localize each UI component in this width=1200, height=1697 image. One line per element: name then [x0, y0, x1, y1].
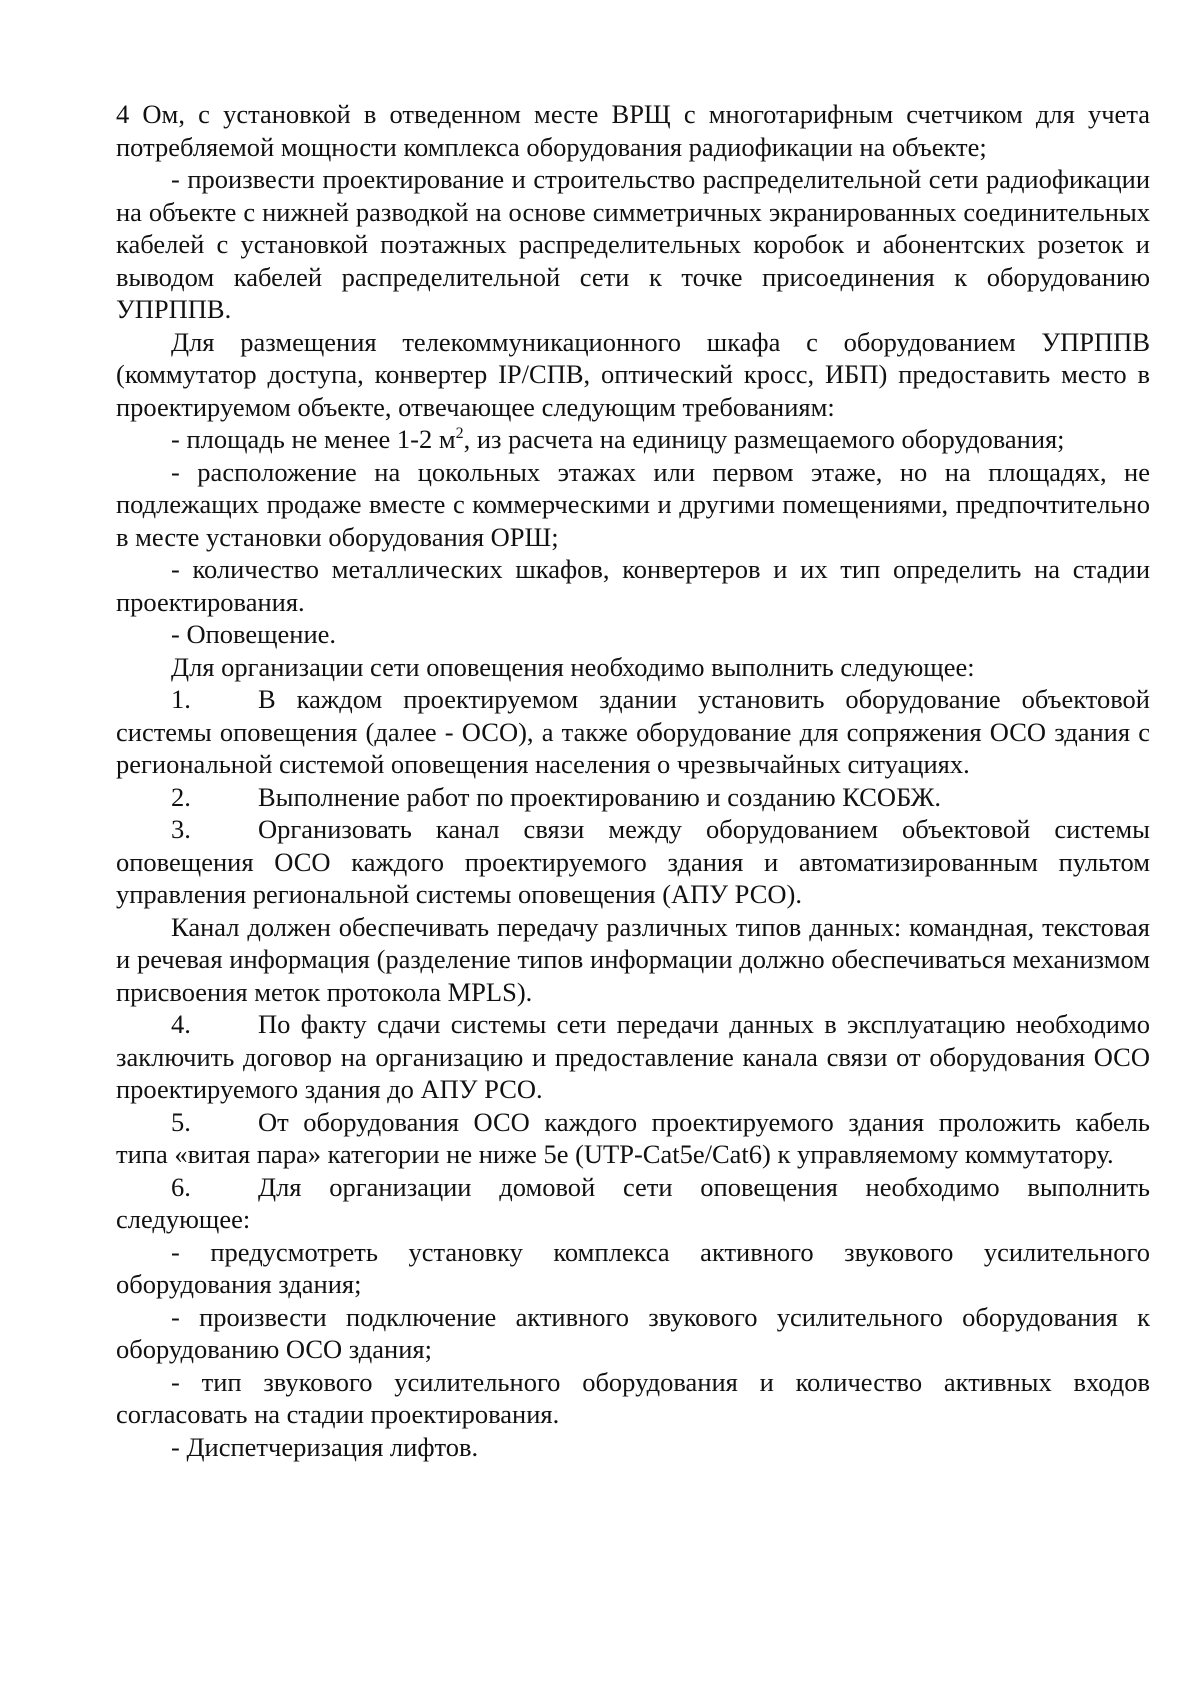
list-item-5	[116, 1106, 1150, 1171]
list-text: От оборудования ОСО каждого проектируемого здания проложить кабель типа «витая пара» категории не ниже 5е (UTP-Cat5e/Cat6) к управляемому коммутатору.	[116, 1106, 1150, 1169]
paragraph-amplifier-install: - предусмотреть установку комплекса активного звукового усилительного оборудования здания;	[116, 1236, 1150, 1299]
list-item-2	[116, 781, 1150, 814]
area-text-after: , из расчета на единицу размещаемого оборудования;	[463, 424, 1065, 454]
list-item-4	[116, 1008, 1150, 1106]
list-number: 3.	[171, 814, 191, 844]
list-text: Организовать канал связи между оборудованием объектовой системы оповещения ОСО каждого проектируемого здания и автоматизированным пультом управления региональной системы оповещения (АПУ РСО).	[116, 814, 1150, 909]
paragraph-radio-network: - произвести проектирование и строительство распределительной сети радиофикации на объекте с нижней разводкой на основе симметричных экранированных соединительных кабелей с установкой поэтажных распределительных коробок и абонентских розеток и выводом кабелей распределительной сети к точке присоединения к оборудованию УПРППВ.	[116, 164, 1150, 324]
list-item-3	[116, 813, 1150, 911]
area-superscript: 2	[455, 425, 464, 443]
list-text: Выполнение работ по проектированию и созданию КСОБЖ.	[258, 781, 941, 812]
section-heading-notification: - Оповещение.	[171, 619, 337, 649]
paragraph-area-requirement	[116, 423, 1150, 456]
list-item-6	[116, 1171, 1150, 1236]
paragraph-notification-intro: Для организации сети оповещения необходимо выполнить следующее:	[171, 651, 975, 682]
list-text: В каждом проектируемом здании установить оборудование объектовой системы оповещения (далее - ОСО), а также оборудование для сопряжения ОСО здания с региональной системой оповещения населения о чрезвычайных ситуациях.	[116, 684, 1150, 779]
paragraph-amplifier-connect: - произвести подключение активного звукового усилительного оборудования к оборудованию ОСО здания;	[116, 1301, 1150, 1364]
paragraph-channel-data-types: Канал должен обеспечивать передачу различных типов данных: командная, текстовая и речевая информация (разделение типов информации должно обеспечиваться механизмом присвоения меток протокола MPLS).	[116, 911, 1150, 1007]
paragraph-continuation: 4 Ом, с установкой в отведенном месте ВРЩ с многотарифным счетчиком для учета потребляемой мощности комплекса оборудования радиофикации на объекте;	[116, 99, 1150, 162]
section-heading-elevator-dispatch: - Диспетчеризация лифтов.	[171, 1431, 479, 1462]
document-body	[116, 98, 1150, 1463]
area-text-before: - площадь не менее 1-2 м	[171, 424, 456, 454]
list-number: 5.	[171, 1106, 191, 1137]
list-number: 1.	[171, 684, 191, 714]
paragraph-amplifier-type: - тип звукового усилительного оборудования и количество активных входов согласовать на стадии проектирования.	[116, 1366, 1150, 1429]
list-text: По факту сдачи системы сети передачи данных в эксплуатацию необходимо заключить договор на организацию и предоставление канала связи от оборудования ОСО проектируемого здания до АПУ РСО.	[116, 1009, 1150, 1104]
list-item-1	[116, 683, 1150, 781]
paragraph-telecom-cabinet: Для размещения телекоммуникационного шкафа с оборудованием УПРППВ (коммутатор доступа, конвертер IP/СПВ, оптический кросс, ИБП) предоставить место в проектируемом объекте, отвечающее следующим требованиям:	[116, 326, 1150, 422]
list-text: Для организации домовой сети оповещения необходимо выполнить следующее:	[116, 1171, 1150, 1234]
paragraph-location-requirement: - расположение на цокольных этажах или первом этаже, но на площадях, не подлежащих продаже вместе с коммерческими и другими помещениями, предпочтительно в месте установки оборудования ОРШ;	[116, 456, 1150, 552]
list-number: 6.	[171, 1171, 191, 1202]
paragraph-cabinet-count: - количество металлических шкафов, конвертеров и их тип определить на стадии проектирования.	[116, 554, 1150, 617]
list-number: 2.	[171, 781, 191, 812]
list-number: 4.	[171, 1009, 191, 1039]
